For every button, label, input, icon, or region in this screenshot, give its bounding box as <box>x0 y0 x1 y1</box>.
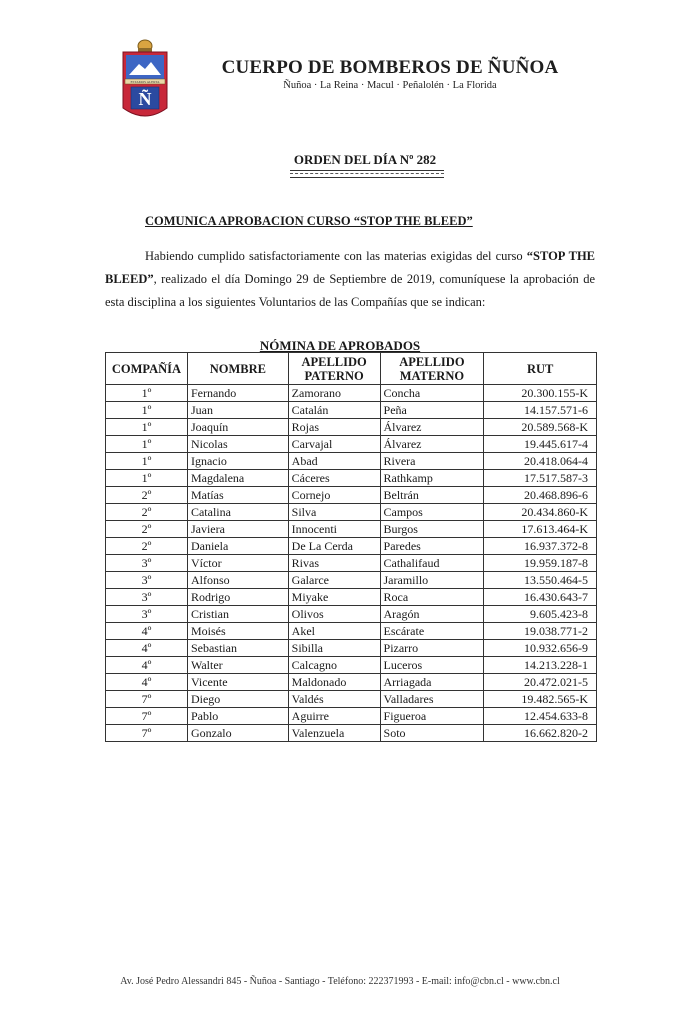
table-row <box>106 606 597 623</box>
cell-name: Víctor <box>187 555 288 572</box>
crest-motto: ESTAMOS ALERTA <box>130 80 160 84</box>
cell-company: 2º <box>106 504 188 521</box>
cell-maternal: Valladares <box>380 691 484 708</box>
cell-company: 7º <box>106 691 188 708</box>
cell-rut: 10.932.656-9 <box>484 640 597 657</box>
cell-name: Diego <box>187 691 288 708</box>
cell-maternal: Burgos <box>380 521 484 538</box>
cell-paternal: Abad <box>288 453 380 470</box>
cell-company: 4º <box>106 640 188 657</box>
cell-maternal: Escárate <box>380 623 484 640</box>
header-rut: RUT <box>484 353 597 385</box>
cell-maternal: Rivera <box>380 453 484 470</box>
header-company: COMPAÑÍA <box>106 353 188 385</box>
table-row <box>106 521 597 538</box>
table-row <box>106 538 597 555</box>
table-row <box>106 504 597 521</box>
roster-body <box>106 385 597 742</box>
cell-paternal: Silva <box>288 504 380 521</box>
cell-paternal: Carvajal <box>288 436 380 453</box>
cell-paternal: Akel <box>288 623 380 640</box>
table-row <box>106 589 597 606</box>
cell-name: Moisés <box>187 623 288 640</box>
header-maternal <box>380 353 484 385</box>
cell-name: Alfonso <box>187 572 288 589</box>
table-row <box>106 402 597 419</box>
cell-rut: 9.605.423-8 <box>484 606 597 623</box>
cell-maternal: Álvarez <box>380 436 484 453</box>
header-paternal-line1: APELLIDO <box>301 354 367 369</box>
cell-maternal: Beltrán <box>380 487 484 504</box>
cell-company: 4º <box>106 657 188 674</box>
cell-paternal: Innocenti <box>288 521 380 538</box>
cell-name: Ignacio <box>187 453 288 470</box>
footer-contact: Av. José Pedro Alessandri 845 - Ñuñoa - Santiago - Teléfono: 222371993 - E-mail: info@cbn.cl - www.cbn.cl <box>120 976 560 987</box>
table-row <box>106 555 597 572</box>
cell-name: Walter <box>187 657 288 674</box>
cell-rut: 17.517.587-3 <box>484 470 597 487</box>
cell-maternal: Concha <box>380 385 484 402</box>
table-row <box>106 453 597 470</box>
crest-letter: Ñ <box>138 89 152 109</box>
cell-company: 1º <box>106 402 188 419</box>
cell-name: Sebastian <box>187 640 288 657</box>
cell-company: 7º <box>106 708 188 725</box>
cell-name: Daniela <box>187 538 288 555</box>
body-paragraph <box>105 245 595 314</box>
cell-maternal: Cathalifaud <box>380 555 484 572</box>
cell-company: 1º <box>106 385 188 402</box>
cell-rut: 20.472.021-5 <box>484 674 597 691</box>
cell-company: 2º <box>106 487 188 504</box>
cell-rut: 20.418.064-4 <box>484 453 597 470</box>
cell-name: Juan <box>187 402 288 419</box>
cell-rut: 19.445.617-4 <box>484 436 597 453</box>
subject-heading: COMUNICA APROBACION CURSO “STOP THE BLEED” <box>145 214 473 228</box>
cell-paternal: Rivas <box>288 555 380 572</box>
communes-line: Ñuñoa · La Reina · Macul · Peñalolén · La Florida <box>283 80 497 91</box>
cell-company: 1º <box>106 453 188 470</box>
body-text-end: , realizado el día Domingo 29 de Septiembre de 2019, comuníquese la aprobación de esta disciplina a los siguientes Voluntarios de las Compañías que se indican: <box>105 272 595 309</box>
roster-title: NÓMINA DE APROBADOS <box>259 338 421 353</box>
cell-rut: 19.482.565-K <box>484 691 597 708</box>
cell-name: Vicente <box>187 674 288 691</box>
cell-name: Magdalena <box>187 470 288 487</box>
cell-name: Catalina <box>187 504 288 521</box>
table-row <box>106 436 597 453</box>
cell-company: 1º <box>106 419 188 436</box>
cell-rut: 14.213.228-1 <box>484 657 597 674</box>
header-paternal <box>288 353 380 385</box>
cell-rut: 19.038.771-2 <box>484 623 597 640</box>
cell-maternal: Jaramillo <box>380 572 484 589</box>
cell-paternal: Cáceres <box>288 470 380 487</box>
cell-rut: 19.959.187-8 <box>484 555 597 572</box>
header-maternal-line1: APELLIDO <box>399 354 465 369</box>
course-name: “STOP THE BLEED” <box>105 249 596 286</box>
cell-company: 1º <box>106 436 188 453</box>
cell-rut: 16.662.820-2 <box>484 725 597 742</box>
cell-paternal: Maldonado <box>288 674 380 691</box>
cell-rut: 12.454.633-8 <box>484 708 597 725</box>
header-paternal-line2: PATERNO <box>304 368 364 383</box>
table-header-row <box>106 353 597 385</box>
order-title: ORDEN DEL DÍA Nº 282 <box>293 152 437 167</box>
cell-name: Nicolas <box>187 436 288 453</box>
cell-paternal: Zamorano <box>288 385 380 402</box>
cell-maternal: Álvarez <box>380 419 484 436</box>
order-title-rule <box>290 170 444 178</box>
table-row <box>106 470 597 487</box>
cell-rut: 14.157.571-6 <box>484 402 597 419</box>
cell-paternal: Rojas <box>288 419 380 436</box>
cell-company: 3º <box>106 555 188 572</box>
cell-maternal: Soto <box>380 725 484 742</box>
table-row <box>106 640 597 657</box>
cell-maternal: Campos <box>380 504 484 521</box>
table-row <box>106 674 597 691</box>
table-row <box>106 691 597 708</box>
cell-company: 2º <box>106 538 188 555</box>
cell-maternal: Arriagada <box>380 674 484 691</box>
cell-maternal: Roca <box>380 589 484 606</box>
cell-paternal: Aguirre <box>288 708 380 725</box>
table-row <box>106 657 597 674</box>
approved-roster-table <box>105 352 597 742</box>
cell-maternal: Aragón <box>380 606 484 623</box>
table-row <box>106 623 597 640</box>
cell-paternal: Cornejo <box>288 487 380 504</box>
body-text-start: Habiendo cumplido satisfactoriamente con las materias exigidas del curso <box>145 249 527 263</box>
cell-maternal: Pizarro <box>380 640 484 657</box>
cell-name: Gonzalo <box>187 725 288 742</box>
cell-paternal: Valenzuela <box>288 725 380 742</box>
cell-rut: 20.589.568-K <box>484 419 597 436</box>
cell-paternal: De La Cerda <box>288 538 380 555</box>
cell-rut: 16.937.372-8 <box>484 538 597 555</box>
cell-paternal: Catalán <box>288 402 380 419</box>
cell-company: 3º <box>106 572 188 589</box>
cell-maternal: Luceros <box>380 657 484 674</box>
table-row <box>106 419 597 436</box>
cell-paternal: Calcagno <box>288 657 380 674</box>
cell-company: 7º <box>106 725 188 742</box>
cell-name: Javiera <box>187 521 288 538</box>
table-row <box>106 572 597 589</box>
cell-company: 1º <box>106 470 188 487</box>
cell-paternal: Sibilla <box>288 640 380 657</box>
cell-paternal: Olivos <box>288 606 380 623</box>
cell-rut: 13.550.464-5 <box>484 572 597 589</box>
cell-rut: 17.613.464-K <box>484 521 597 538</box>
cell-maternal: Peña <box>380 402 484 419</box>
table-row <box>106 385 597 402</box>
cell-company: 2º <box>106 521 188 538</box>
cell-company: 3º <box>106 589 188 606</box>
table-row <box>106 708 597 725</box>
header-maternal-line2: MATERNO <box>399 368 465 383</box>
cell-name: Pablo <box>187 708 288 725</box>
cell-rut: 20.300.155-K <box>484 385 597 402</box>
cell-name: Joaquín <box>187 419 288 436</box>
cell-company: 3º <box>106 606 188 623</box>
cell-maternal: Paredes <box>380 538 484 555</box>
cell-paternal: Miyake <box>288 589 380 606</box>
header-name: NOMBRE <box>187 353 288 385</box>
organization-name: CUERPO DE BOMBEROS DE ÑUÑOA <box>221 57 559 78</box>
cell-paternal: Valdés <box>288 691 380 708</box>
cell-company: 4º <box>106 674 188 691</box>
table-row <box>106 725 597 742</box>
table-row <box>106 487 597 504</box>
cell-maternal: Figueroa <box>380 708 484 725</box>
cell-rut: 20.468.896-6 <box>484 487 597 504</box>
cell-name: Rodrigo <box>187 589 288 606</box>
cell-name: Cristian <box>187 606 288 623</box>
cell-name: Matías <box>187 487 288 504</box>
cell-rut: 20.434.860-K <box>484 504 597 521</box>
cell-paternal: Galarce <box>288 572 380 589</box>
cell-name: Fernando <box>187 385 288 402</box>
cell-company: 4º <box>106 623 188 640</box>
cell-maternal: Rathkamp <box>380 470 484 487</box>
cell-rut: 16.430.643-7 <box>484 589 597 606</box>
